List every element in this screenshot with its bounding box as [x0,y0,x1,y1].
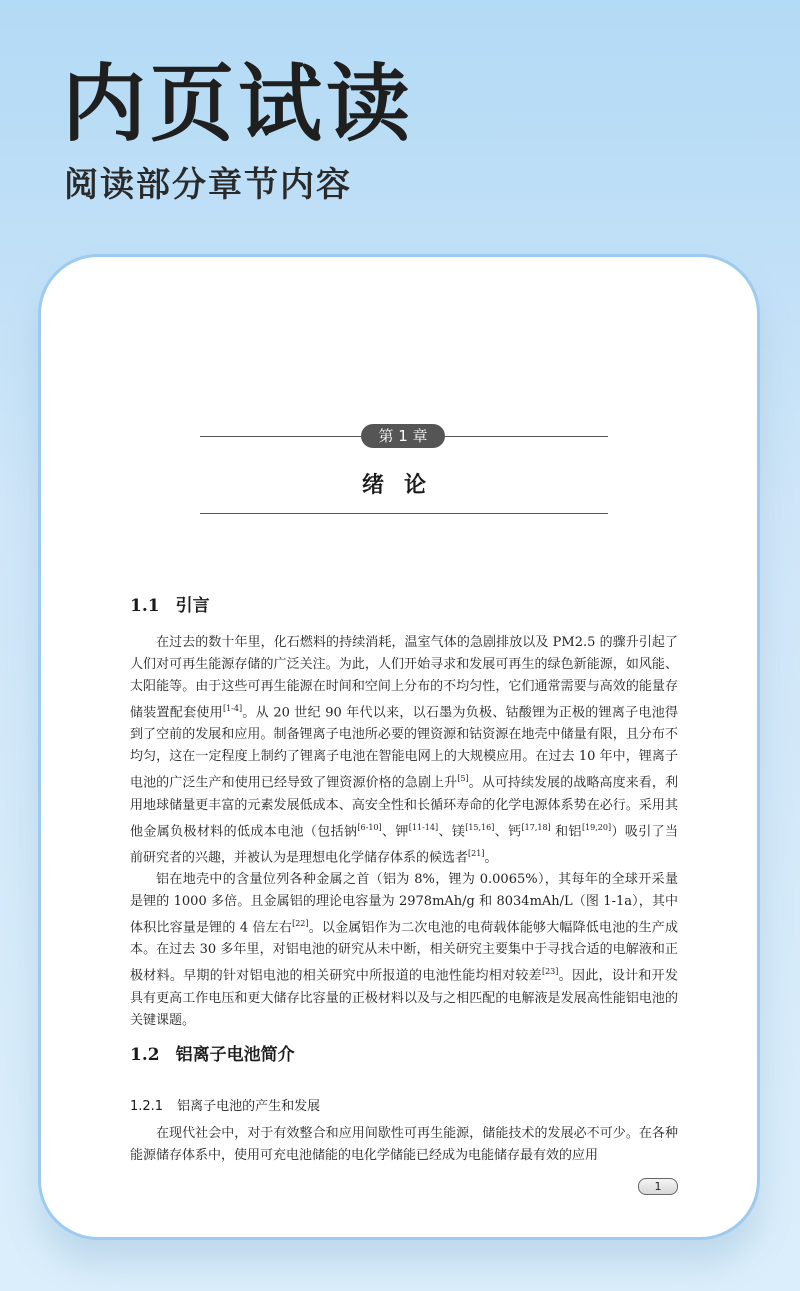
section-title: 引言 [175,596,210,616]
section-number: 1.1 [130,596,160,616]
citation-ref: [6-10] [357,822,382,832]
subsection-heading-1-2-1 [130,1095,320,1114]
section-heading-1-2 [130,1040,295,1065]
paragraph-text: 、钙 [494,823,522,839]
paragraph-text: ）吸引了当前研究者的兴趣，并被认为是理想电化学储存体系的候选者 [130,823,678,866]
chapter-rule-bottom [200,513,608,514]
citation-ref: [19,20] [581,822,612,832]
page-number: 1 [638,1178,678,1195]
subsection-number: 1.2.1 [130,1099,164,1114]
citation-ref: [15,16] [465,822,495,832]
section-title: 铝离子电池简介 [175,1045,295,1065]
paragraph-text: 。以金属铝作为二次电池的电荷载体能够大幅降低电池的生产成本。在过去 30 多年里，对铝电池的研究从未中断，相关研究主要集中于寻找合适的电解液和正极材料。早期的针对铝电池的相关研究中所报道的电池性能均相对较差 [130,920,678,984]
citation-ref: [17,18] [521,822,551,832]
chapter-title: 绪论 [361,473,446,498]
page-subtitle: 阅读部分章节内容 [64,165,352,205]
body-paragraph [130,869,678,1032]
paragraph-text: 。 [484,850,498,866]
citation-ref: [22] [292,919,309,928]
paragraph-text: 、钾 [381,823,409,839]
subsection-title: 铝离子电池的产生和发展 [177,1099,321,1114]
citation-ref: [21] [468,848,485,858]
paragraph-text: 。从可持续发展的战略高度来看，利用地球储量更丰富的元素发展低成本、高安全性和长循环寿命的化学电源体系势在必行。采用其他金属负极材料的低成本电池（包括钠 [130,775,678,839]
paragraph-text: 、镁 [438,823,466,839]
chapter-badge: 第 1 章 [361,424,445,448]
citation-ref: [5] [457,774,469,784]
page-title: 内页试读 [62,55,415,153]
body-paragraph [130,632,678,869]
paragraph-text: 和铝 [550,823,582,839]
paragraph-text: 铝在地壳中的含量位列各种金属之首（铝为 8%，锂为 0.0065%），其每年的全球开采量是锂的 1000 多倍。且金属铝的理论电容量为 2978mAh/g 和 8034mAh/L（图 1-1a），其中体积比容量是锂的 4 倍左右 [130,872,678,936]
body-paragraph: 在现代社会中，对于有效整合和应用间歇性可再生能源，储能技术的发展必不可少。在各种能源储存体系中，使用可充电池储能的电化学储能已经成为电能储存最有效的应用 [130,1126,678,1163]
paragraph-text: 在过去的数十年里，化石燃料的持续消耗，温室气体的急剧排放以及 PM2.5 的骤升引起了人们对可再生能源存储的广泛关注。为此，人们开始寻求和发展可再生的绿色新能源，如风能、太阳能等。由于这些可再生能源在时间和空间上分布的不均匀性，它们通常需要与高效的能量存储装置配套使用 [130,635,678,721]
section-number: 1.2 [130,1045,160,1065]
citation-ref: [11-14] [408,822,439,832]
citation-ref: [1-4] [222,704,243,713]
citation-ref: [23] [541,967,559,977]
paragraph-text: 。从 20 世纪 90 年代以来，以石墨为负极、钴酸锂为正极的锂离子电池得到了空前的发展和应用。制备锂离子电池所必要的锂资源和钴资源在地壳中储量有限，且分布不均匀，这在一定程度上制约了锂离子电池在智能电网上的大规模应用。在过去 10 年中，锂离子电池的广泛生产和使用已经导致了锂资源价格的急剧上升 [130,705,678,791]
paragraph-text: 。因此，设计和开发具有更高工作电压和更大储存比容量的正极材料以及与之相匹配的电解液是发展高性能铝电池的关键课题。 [130,968,678,1028]
section-heading-1-1 [130,591,210,616]
